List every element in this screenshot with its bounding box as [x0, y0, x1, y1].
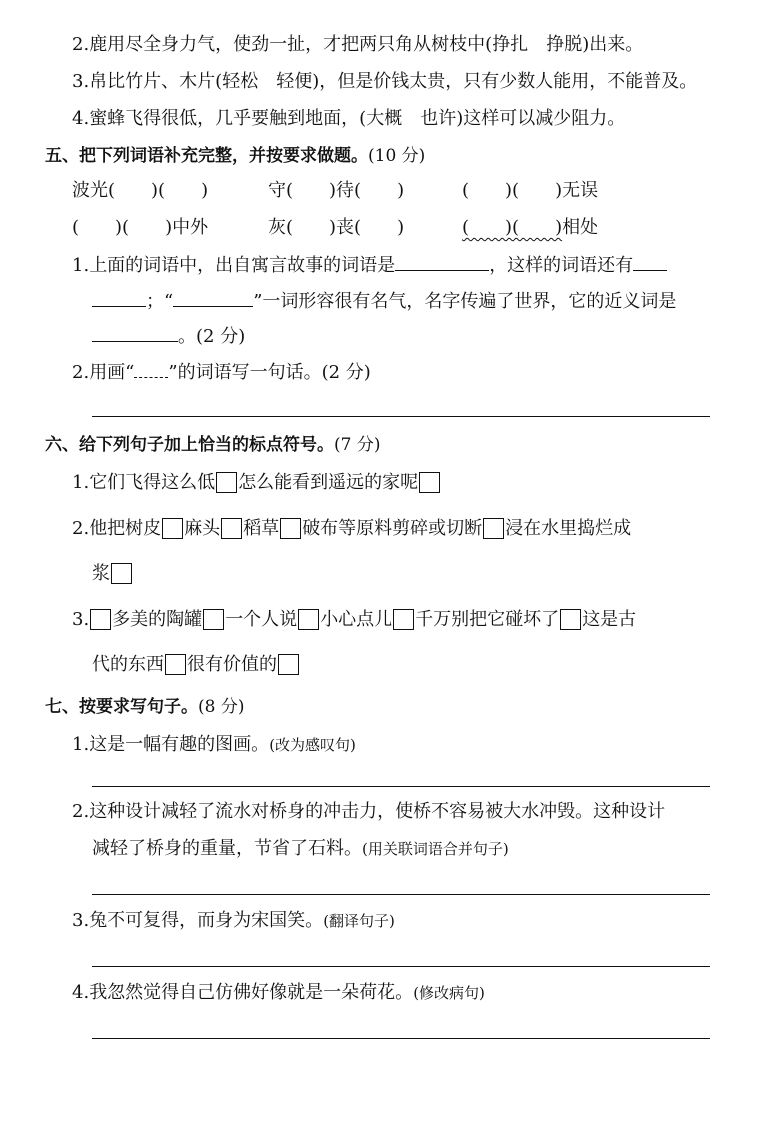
section-title: 五、把下列词语补充完整，并按要求做题。 — [45, 146, 368, 166]
sentence-text: 怎么能看到遥远的家呢 — [238, 472, 419, 493]
blank-fable-word[interactable] — [395, 252, 489, 271]
item-number: 3. — [72, 609, 90, 630]
q6-sentence-2-line-1 — [72, 516, 631, 542]
word-fill-1[interactable]: 波光( )( ) — [72, 180, 209, 201]
sub1-text-e: 。(2 分) — [178, 326, 246, 347]
answer-line-q7-3[interactable] — [92, 966, 710, 967]
q5-sub-1-line-3 — [92, 323, 245, 350]
wavy-line-mark — [134, 363, 168, 378]
q5-sub-1-line-1 — [72, 252, 667, 279]
punctuation-box[interactable] — [221, 518, 242, 539]
item-number: 1. — [72, 734, 90, 755]
sub1-text-a: 上面的词语中，出自寓言故事的词语是 — [89, 255, 396, 276]
punctuation-box[interactable] — [165, 654, 186, 675]
q7-item-1 — [72, 732, 356, 758]
item-text: 这种设计减轻了流水对桥身的冲击力，使桥不容易被大水冲毁。这种设计 — [89, 801, 666, 822]
item-instruction: (修改病句) — [413, 984, 485, 1002]
punctuation-box[interactable] — [216, 472, 237, 493]
sentence-text: 麻头 — [184, 518, 221, 539]
item-number: 4. — [72, 982, 90, 1003]
word-tail: 相处 — [562, 217, 599, 238]
section-title: 七、按要求写句子。 — [45, 697, 198, 717]
q7-item-3 — [72, 908, 395, 934]
q7-item-2-line-2 — [92, 836, 509, 862]
q7-item-2-line-1 — [72, 799, 665, 825]
q4-item-2 — [72, 32, 643, 58]
section-points: (7 分) — [334, 435, 381, 455]
word-fill-6[interactable] — [462, 215, 598, 241]
item-number: 1. — [72, 472, 90, 493]
section-7-heading — [45, 694, 244, 720]
item-instruction: (改为感叹句) — [269, 736, 356, 754]
section-5-heading — [45, 143, 425, 169]
item-number: 2. — [72, 34, 90, 55]
q4-item-4 — [72, 106, 625, 132]
word-fill-4[interactable]: ( )( )中外 — [72, 217, 209, 238]
sub1-text-d: ”一词形容很有名气，名字传遍了世界，它的近义词是 — [253, 291, 677, 312]
item-instruction: (用关联词语合并句子) — [362, 840, 509, 858]
sentence-text: 一个人说 — [225, 609, 298, 630]
q5-sub-2 — [72, 360, 371, 386]
punctuation-box[interactable] — [280, 518, 301, 539]
punctuation-box[interactable] — [483, 518, 504, 539]
punctuation-box[interactable] — [560, 609, 581, 630]
sentence-text: 他把树皮 — [89, 518, 162, 539]
item-number: 2. — [72, 518, 90, 539]
punctuation-box[interactable] — [278, 654, 299, 675]
sentence-text: 稻草 — [243, 518, 280, 539]
sub2-text-b: ”的词语写一句话。(2 分) — [168, 362, 371, 383]
item-number: 3. — [72, 910, 90, 931]
sentence-text: 浆 — [92, 563, 110, 584]
punctuation-box[interactable] — [298, 609, 319, 630]
section-points: (8 分) — [198, 697, 245, 717]
item-text: 帛比竹片、木片(轻松 轻便)，但是价钱太贵，只有少数人能用，不能普及。 — [89, 71, 698, 92]
punctuation-box[interactable] — [393, 609, 414, 630]
punctuation-box[interactable] — [90, 609, 111, 630]
punctuation-box[interactable] — [162, 518, 183, 539]
sentence-text: 它们飞得这么低 — [89, 472, 216, 493]
item-instruction: (翻译句子) — [323, 912, 395, 930]
q5-sub-1-line-2 — [92, 288, 676, 315]
section-6-heading — [45, 432, 380, 458]
punctuation-box[interactable] — [419, 472, 440, 493]
item-text: 鹿用尽全身力气，使劲一扯，才把两只角从树枝中(挣扎 挣脱)出来。 — [89, 34, 644, 55]
item-number: 1. — [72, 255, 90, 276]
answer-line-q7-1[interactable] — [92, 786, 710, 787]
blank-more-words-2[interactable] — [92, 288, 146, 307]
q4-item-3 — [72, 69, 697, 95]
sentence-text: 千万别把它碰坏了 — [415, 609, 560, 630]
q6-sentence-3-line-2 — [92, 652, 300, 678]
answer-line-q5-2[interactable] — [92, 416, 710, 417]
sentence-text: 破布等原料剪碎或切断 — [302, 518, 483, 539]
section-points: (10 分) — [368, 146, 426, 166]
sentence-text: 这是古 — [582, 609, 637, 630]
answer-line-q7-2[interactable] — [92, 894, 710, 895]
blank-synonym[interactable] — [92, 323, 178, 342]
sub1-text-b: ，这样的词语还有 — [489, 255, 634, 276]
item-text: 兔不可复得，而身为宋国笑。 — [89, 910, 324, 931]
q6-sentence-1 — [72, 470, 441, 496]
blank-famous-word[interactable] — [173, 288, 253, 307]
item-text: 我忽然觉得自己仿佛好像就是一朵荷花。 — [89, 982, 414, 1003]
word-fill-2[interactable]: 守( )待( ) — [268, 180, 405, 201]
item-text: 减轻了桥身的重量，节省了石料。 — [92, 838, 362, 859]
item-number: 2. — [72, 801, 90, 822]
answer-line-q7-4[interactable] — [92, 1038, 710, 1039]
sentence-text: 浸在水里捣烂成 — [505, 518, 632, 539]
item-text: 蜜蜂飞得很低，几乎要触到地面，(大概 也许)这样可以减少阻力。 — [89, 108, 626, 129]
word-fill-5[interactable]: 灰( )丧( ) — [268, 217, 405, 238]
q6-sentence-3-line-1 — [72, 607, 636, 633]
sub1-text-c: ；“ — [146, 291, 174, 312]
q6-sentence-2-line-2 — [92, 561, 133, 587]
item-number: 3. — [72, 71, 90, 92]
sentence-text: 代的东西 — [92, 654, 164, 675]
wavy-underlined-blanks: ( )( ) — [462, 217, 563, 238]
q7-item-4 — [72, 980, 485, 1006]
punctuation-box[interactable] — [111, 563, 132, 584]
sentence-text: 多美的陶罐 — [112, 609, 203, 630]
sentence-text: 小心点儿 — [320, 609, 393, 630]
item-number: 4. — [72, 108, 90, 129]
word-fill-3[interactable]: ( )( )无误 — [462, 180, 599, 201]
sub2-text-a: 用画“ — [89, 362, 135, 383]
punctuation-box[interactable] — [203, 609, 224, 630]
item-number: 2. — [72, 362, 90, 383]
item-text: 这是一幅有趣的图画。 — [89, 734, 270, 755]
blank-more-words-1[interactable] — [633, 252, 667, 271]
sentence-text: 很有价值的 — [187, 654, 277, 675]
section-title: 六、给下列句子加上恰当的标点符号。 — [45, 435, 334, 455]
